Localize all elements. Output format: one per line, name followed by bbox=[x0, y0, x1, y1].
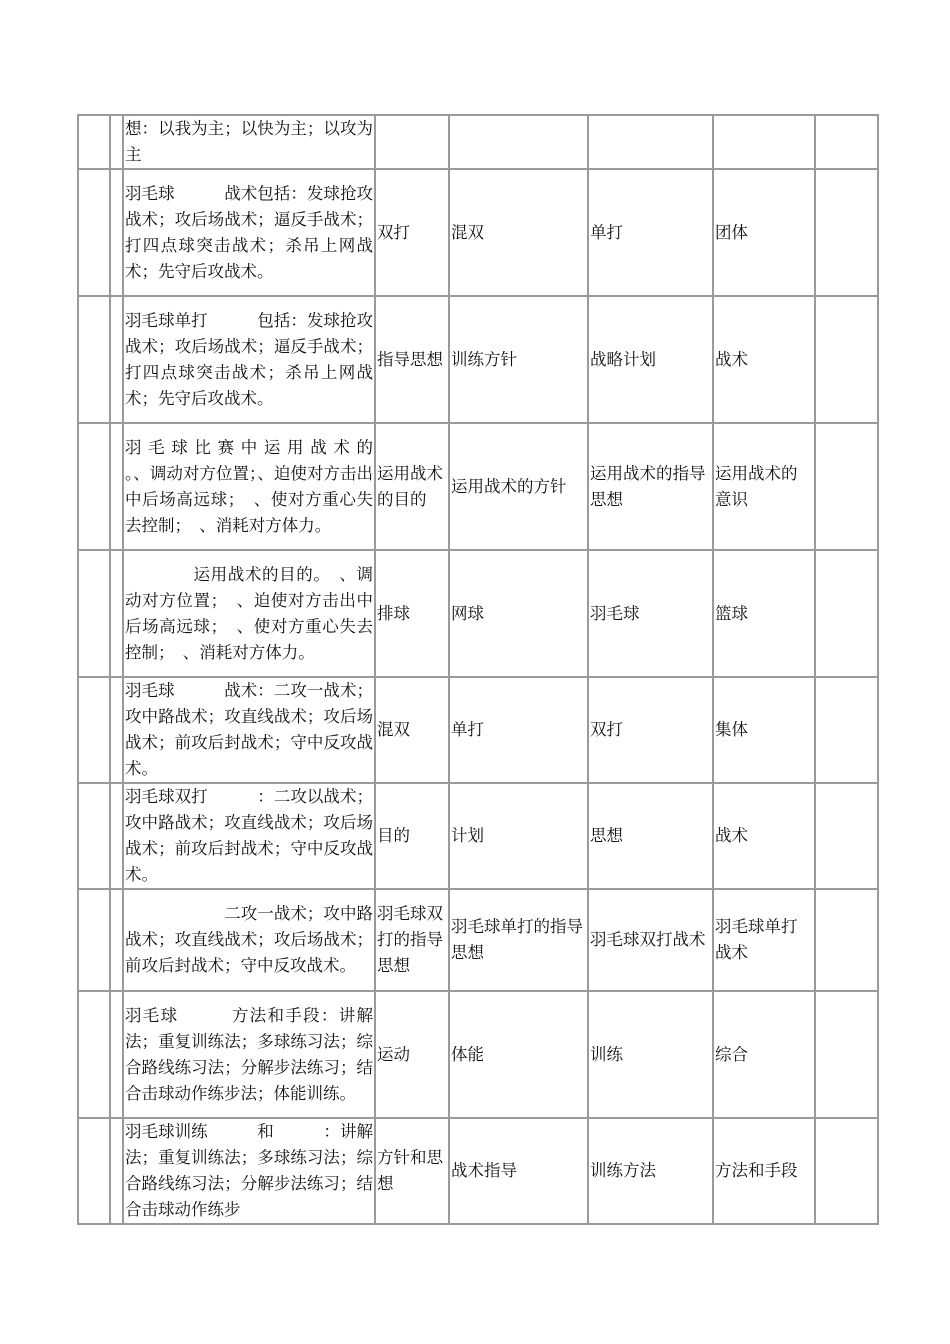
table-row bbox=[78, 296, 878, 423]
option-d-cell: 羽毛球单打战术 bbox=[713, 889, 815, 991]
number-cell bbox=[78, 991, 110, 1118]
spacer-cell bbox=[110, 550, 123, 677]
number-cell bbox=[78, 423, 110, 550]
option-a-cell: 运用战术的目的 bbox=[375, 423, 449, 550]
option-d-cell: 团体 bbox=[713, 169, 815, 296]
question-cell: 羽毛球 战术包括：发球抢攻战术；攻后场战术；逼反手战术；打四点球突击战术；杀吊上网战术；先守后攻战术。 bbox=[123, 169, 375, 296]
table-row bbox=[78, 889, 878, 991]
document-page bbox=[77, 114, 879, 1225]
table-row bbox=[78, 423, 878, 550]
option-c-cell: 训练 bbox=[588, 991, 713, 1118]
answer-cell bbox=[815, 677, 878, 783]
question-cell: 二攻一战术；攻中路战术；攻直线战术；攻后场战术；前攻后封战术；守中反攻战术。 bbox=[123, 889, 375, 991]
option-d-cell: 战术 bbox=[713, 783, 815, 889]
option-c-cell: 双打 bbox=[588, 677, 713, 783]
table-row bbox=[78, 169, 878, 296]
table-row bbox=[78, 1118, 878, 1224]
question-cell: 想：以我为主；以快为主；以攻为主 bbox=[123, 115, 375, 169]
answer-cell bbox=[815, 1118, 878, 1224]
spacer-cell bbox=[110, 677, 123, 783]
number-cell bbox=[78, 115, 110, 169]
spacer-cell bbox=[110, 169, 123, 296]
option-b-cell: 计划 bbox=[449, 783, 588, 889]
option-a-cell: 方针和思想 bbox=[375, 1118, 449, 1224]
answer-cell bbox=[815, 550, 878, 677]
option-b-cell: 单打 bbox=[449, 677, 588, 783]
option-d-cell: 综合 bbox=[713, 991, 815, 1118]
question-cell: 羽毛球 方法和手段：讲解法；重复训练法；多球练习法；综合路线练习法；分解步法练习；结合击球动作练步法；体能训练。 bbox=[123, 991, 375, 1118]
option-d-cell: 运用战术的意识 bbox=[713, 423, 815, 550]
option-d-cell: 集体 bbox=[713, 677, 815, 783]
question-table bbox=[77, 114, 879, 1225]
option-b-cell: 战术指导 bbox=[449, 1118, 588, 1224]
answer-cell bbox=[815, 991, 878, 1118]
option-b-cell: 网球 bbox=[449, 550, 588, 677]
option-a-cell bbox=[375, 115, 449, 169]
option-a-cell: 运动 bbox=[375, 991, 449, 1118]
question-cell: 羽毛球 战术：二攻一战术；攻中路战术；攻直线战术；攻后场战术；前攻后封战术；守中反攻战术。 bbox=[123, 677, 375, 783]
number-cell bbox=[78, 677, 110, 783]
spacer-cell bbox=[110, 296, 123, 423]
option-a-cell: 混双 bbox=[375, 677, 449, 783]
option-c-cell: 战略计划 bbox=[588, 296, 713, 423]
option-b-cell: 体能 bbox=[449, 991, 588, 1118]
table-row bbox=[78, 550, 878, 677]
option-b-cell: 羽毛球单打的指导思想 bbox=[449, 889, 588, 991]
option-a-cell: 羽毛球双打的指导思想 bbox=[375, 889, 449, 991]
option-d-cell: 篮球 bbox=[713, 550, 815, 677]
answer-cell bbox=[815, 783, 878, 889]
table-row bbox=[78, 115, 878, 169]
option-c-cell: 运用战术的指导思想 bbox=[588, 423, 713, 550]
answer-cell bbox=[815, 169, 878, 296]
answer-cell bbox=[815, 423, 878, 550]
question-cell: 羽毛球单打 包括：发球抢攻战术；攻后场战术；逼反手战术；打四点球突击战术；杀吊上网战术；先守后攻战术。 bbox=[123, 296, 375, 423]
option-b-cell bbox=[449, 115, 588, 169]
option-c-cell bbox=[588, 115, 713, 169]
spacer-cell bbox=[110, 991, 123, 1118]
table-row bbox=[78, 783, 878, 889]
number-cell bbox=[78, 550, 110, 677]
question-cell: 运用战术的目的。 、调动对方位置； 、迫使对方击出中后场高远球； 、使对方重心失去控制； 、消耗对方体力。 bbox=[123, 550, 375, 677]
answer-cell bbox=[815, 115, 878, 169]
option-c-cell: 思想 bbox=[588, 783, 713, 889]
answer-cell bbox=[815, 296, 878, 423]
table-row bbox=[78, 991, 878, 1118]
option-b-cell: 训练方针 bbox=[449, 296, 588, 423]
option-c-cell: 单打 bbox=[588, 169, 713, 296]
option-a-cell: 排球 bbox=[375, 550, 449, 677]
number-cell bbox=[78, 889, 110, 991]
option-a-cell: 双打 bbox=[375, 169, 449, 296]
option-d-cell: 方法和手段 bbox=[713, 1118, 815, 1224]
number-cell bbox=[78, 169, 110, 296]
question-cell: 羽毛球比赛中运用战术的 。、调动对方位置；、迫使对方击出中后场高远球； 、使对方重心失去控制； 、消耗对方体力。 bbox=[123, 423, 375, 550]
option-b-cell: 混双 bbox=[449, 169, 588, 296]
number-cell bbox=[78, 783, 110, 889]
table-row bbox=[78, 677, 878, 783]
option-c-cell: 训练方法 bbox=[588, 1118, 713, 1224]
option-a-cell: 目的 bbox=[375, 783, 449, 889]
option-c-cell: 羽毛球双打战术 bbox=[588, 889, 713, 991]
option-b-cell: 运用战术的方针 bbox=[449, 423, 588, 550]
spacer-cell bbox=[110, 115, 123, 169]
question-cell: 羽毛球双打 ：二攻以战术；攻中路战术；攻直线战术；攻后场战术；前攻后封战术；守中反攻战术。 bbox=[123, 783, 375, 889]
option-d-cell bbox=[713, 115, 815, 169]
spacer-cell bbox=[110, 423, 123, 550]
option-d-cell: 战术 bbox=[713, 296, 815, 423]
option-a-cell: 指导思想 bbox=[375, 296, 449, 423]
option-c-cell: 羽毛球 bbox=[588, 550, 713, 677]
number-cell bbox=[78, 296, 110, 423]
spacer-cell bbox=[110, 1118, 123, 1224]
answer-cell bbox=[815, 889, 878, 991]
spacer-cell bbox=[110, 889, 123, 991]
question-cell: 羽毛球训练 和 ：讲解法；重复训练法；多球练习法；综合路线练习法；分解步法练习；结合击球动作练步 bbox=[123, 1118, 375, 1224]
number-cell bbox=[78, 1118, 110, 1224]
spacer-cell bbox=[110, 783, 123, 889]
